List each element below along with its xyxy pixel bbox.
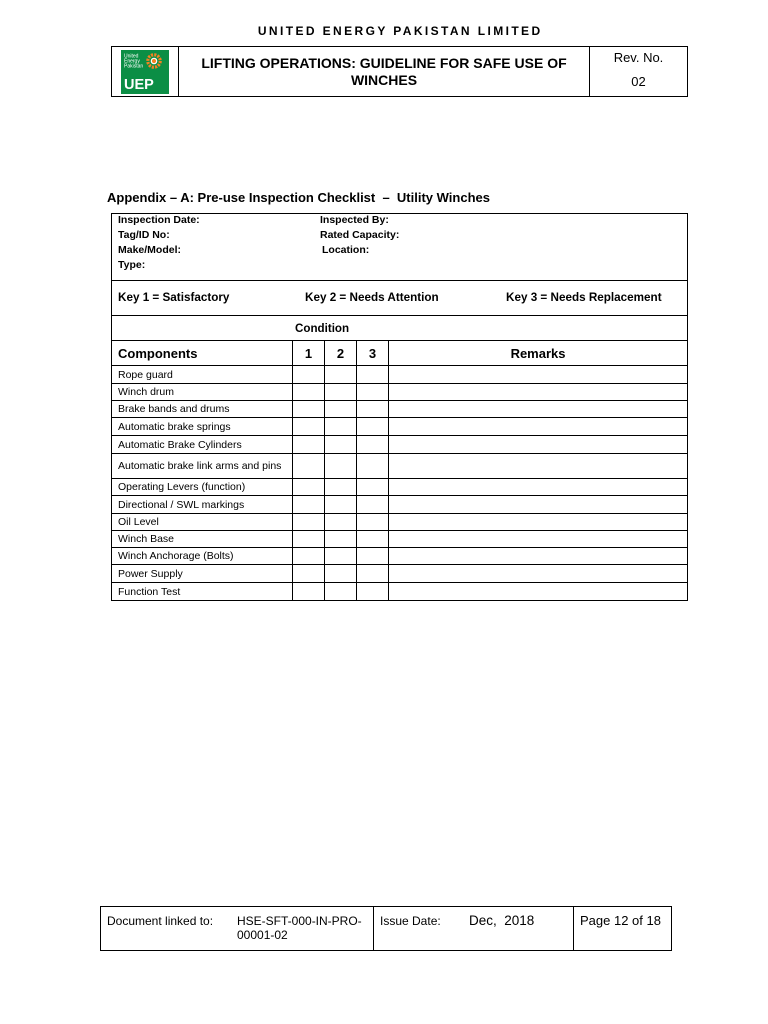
remarks-cell — [389, 366, 688, 384]
revision-number: 02 — [631, 74, 646, 89]
condition-2-cell — [325, 531, 357, 548]
condition-cell — [112, 316, 688, 341]
logo-text-pakistan: Pakistan — [124, 63, 144, 70]
company-name: UNITED ENERGY PAKISTAN LIMITED — [257, 24, 543, 38]
checklist-row — [112, 366, 688, 384]
type-label: Type: — [118, 259, 146, 271]
document-number — [237, 914, 362, 942]
rated-capacity-label: Rated Capacity: — [320, 229, 400, 241]
condition-3-cell — [357, 479, 389, 496]
key-legend-cell — [112, 281, 688, 316]
checklist-row — [112, 454, 688, 479]
condition-2-cell — [325, 454, 357, 479]
condition-1-cell — [293, 436, 325, 454]
condition-1-cell — [293, 583, 325, 601]
issue-date-cell — [374, 907, 574, 951]
checklist-row — [112, 548, 688, 565]
remarks-cell — [389, 401, 688, 418]
issue-date-label: Issue Date: — [380, 914, 441, 928]
component-cell: Winch Base — [112, 531, 293, 548]
components-header: Components — [112, 341, 293, 366]
checklist-row — [112, 384, 688, 401]
checklist-row — [112, 583, 688, 601]
condition-2-cell — [325, 384, 357, 401]
remarks-cell — [389, 496, 688, 514]
inspection-info-cell — [112, 214, 688, 281]
info-fields-left — [118, 213, 200, 273]
condition-3-cell — [357, 418, 389, 436]
condition-3-cell — [357, 565, 389, 583]
inspected-by-label: Inspected By: — [320, 214, 389, 226]
condition-3-header: 3 — [357, 341, 389, 366]
condition-2-cell — [325, 479, 357, 496]
component-cell: Winch drum — [112, 384, 293, 401]
page-number-cell — [574, 907, 672, 951]
issue-date-value: Dec, 2018 — [469, 913, 535, 928]
condition-1-cell — [293, 548, 325, 565]
logo-text-energy: Energy — [124, 58, 140, 65]
appendix-heading: Appendix – A: Pre-use Inspection Checklist – Utility Winches — [107, 190, 490, 205]
condition-1-cell — [293, 384, 325, 401]
checklist-row — [112, 496, 688, 514]
remarks-cell — [389, 384, 688, 401]
condition-1-cell — [293, 496, 325, 514]
inspection-date-label: Inspection Date: — [118, 214, 200, 226]
component-cell: Automatic brake link arms and pins — [112, 454, 293, 479]
checklist-row — [112, 418, 688, 436]
condition-3-cell — [357, 436, 389, 454]
checklist-row — [112, 565, 688, 583]
condition-1-header: 1 — [293, 341, 325, 366]
component-cell: Automatic brake springs — [112, 418, 293, 436]
condition-2-cell — [325, 401, 357, 418]
condition-1-cell — [293, 565, 325, 583]
condition-3-cell — [357, 514, 389, 531]
condition-3-cell — [357, 366, 389, 384]
condition-1-cell — [293, 401, 325, 418]
condition-3-cell — [357, 531, 389, 548]
make-model-label: Make/Model: — [118, 244, 182, 256]
component-cell: Power Supply — [112, 565, 293, 583]
remarks-cell — [389, 565, 688, 583]
component-cell: Operating Levers (function) — [112, 479, 293, 496]
remarks-cell — [389, 548, 688, 565]
condition-2-cell — [325, 366, 357, 384]
uep-logo — [121, 50, 169, 94]
revision-label: Rev. No. — [613, 50, 664, 65]
location-label: Location: — [322, 244, 370, 256]
key-satisfactory: Key 1 = Satisfactory — [118, 291, 230, 304]
checklist-row — [112, 514, 688, 531]
condition-2-cell — [325, 418, 357, 436]
inspection-checklist-table — [111, 213, 688, 601]
linked-document-cell — [101, 907, 374, 951]
component-cell: Rope guard — [112, 366, 293, 384]
condition-3-cell — [357, 401, 389, 418]
remarks-header: Remarks — [389, 341, 688, 366]
key-needs-replacement: Key 3 = Needs Replacement — [506, 291, 662, 304]
condition-3-cell — [357, 583, 389, 601]
document-linked-label: Document linked to: — [107, 914, 214, 928]
component-cell: Function Test — [112, 583, 293, 601]
condition-2-cell — [325, 514, 357, 531]
condition-3-cell — [357, 454, 389, 479]
remarks-cell — [389, 436, 688, 454]
document-title: LIFTING OPERATIONS: GUIDELINE FOR SAFE USE OF WINCHES — [179, 47, 590, 97]
checklist-row — [112, 401, 688, 418]
checklist-row — [112, 531, 688, 548]
document-footer — [100, 906, 672, 951]
condition-3-cell — [357, 548, 389, 565]
remarks-cell — [389, 479, 688, 496]
condition-2-cell — [325, 583, 357, 601]
component-cell: Oil Level — [112, 514, 293, 531]
condition-1-cell — [293, 531, 325, 548]
revision-cell — [590, 47, 688, 97]
document-footer-row — [101, 907, 672, 951]
condition-1-cell — [293, 366, 325, 384]
remarks-cell — [389, 583, 688, 601]
logo-text-united: United — [124, 53, 139, 60]
document-number-line-1: HSE-SFT-000-IN-PRO- — [237, 914, 362, 928]
checklist-row — [112, 479, 688, 496]
condition-row — [112, 316, 688, 341]
condition-2-cell — [325, 436, 357, 454]
condition-1-cell — [293, 479, 325, 496]
condition-2-cell — [325, 565, 357, 583]
component-cell: Automatic Brake Cylinders — [112, 436, 293, 454]
condition-3-cell — [357, 384, 389, 401]
document-header — [111, 46, 688, 97]
condition-1-cell — [293, 454, 325, 479]
key-legend-row — [112, 281, 688, 316]
column-header-row — [112, 341, 688, 366]
logo-cell — [112, 47, 179, 97]
component-cell: Directional / SWL markings — [112, 496, 293, 514]
remarks-cell — [389, 418, 688, 436]
condition-label: Condition — [295, 322, 350, 335]
remarks-cell — [389, 531, 688, 548]
document-number-line-2: 00001-02 — [237, 928, 288, 942]
page-number: Page 12 of 18 — [580, 913, 661, 928]
condition-3-cell — [357, 496, 389, 514]
checklist-row — [112, 436, 688, 454]
tag-id-label: Tag/ID No: — [118, 229, 170, 241]
condition-2-cell — [325, 496, 357, 514]
key-needs-attention: Key 2 = Needs Attention — [305, 291, 439, 304]
remarks-cell — [389, 514, 688, 531]
document-header-row — [112, 47, 688, 97]
condition-1-cell — [293, 418, 325, 436]
condition-1-cell — [293, 514, 325, 531]
condition-2-header: 2 — [325, 341, 357, 366]
info-fields-right — [320, 213, 399, 258]
inspection-info-row — [112, 214, 688, 281]
remarks-cell — [389, 454, 688, 479]
component-cell: Winch Anchorage (Bolts) — [112, 548, 293, 565]
condition-2-cell — [325, 548, 357, 565]
logo-abbreviation: UEP — [124, 77, 154, 93]
component-cell: Brake bands and drums — [112, 401, 293, 418]
